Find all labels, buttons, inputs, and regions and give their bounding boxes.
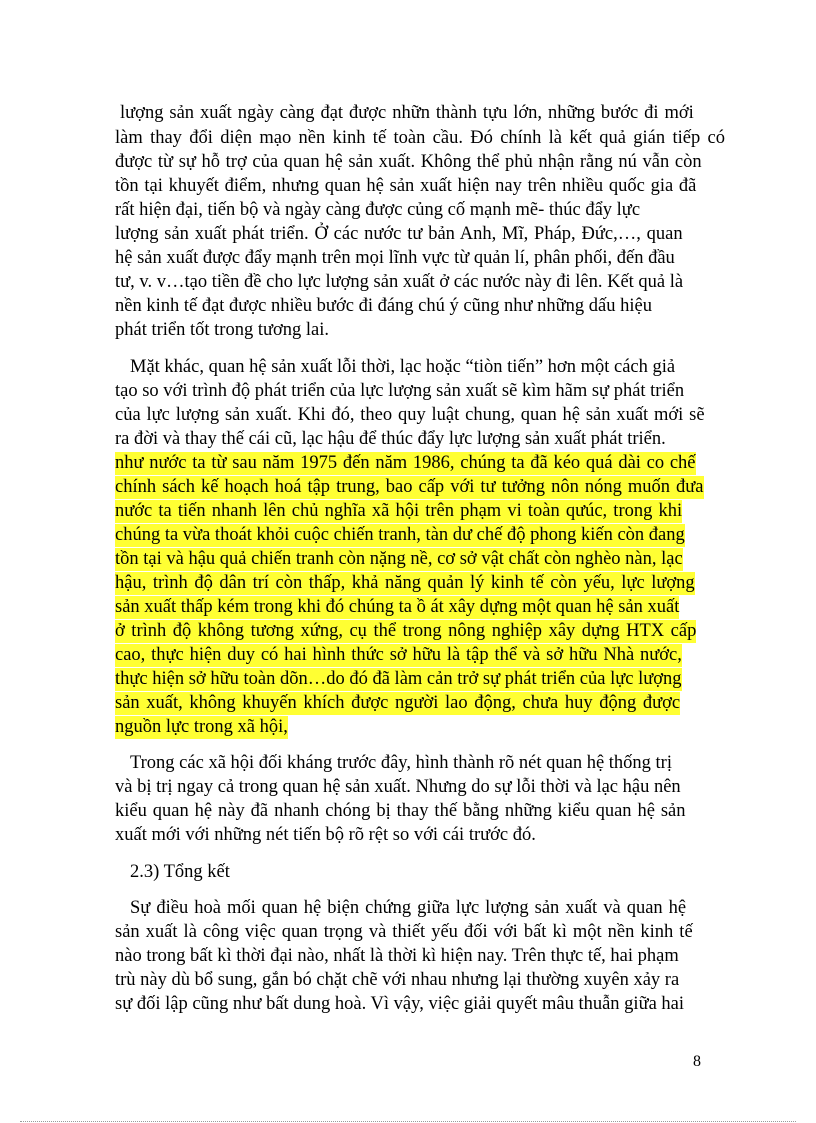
text-line: Trong các xã hội đối kháng trước đây, hình thành rõ nét quan hệ thống trị <box>130 753 672 773</box>
text-line: tư, v. v…tạo tiền đề cho lực lượng sản xuất ở các nước này đi lên. Kết quả là <box>115 272 684 292</box>
text-line: ra đời và thay thế cái cũ, lạc hậu để thúc đẩy lực lượng sản xuất phát triển. <box>115 429 666 449</box>
highlighted-text-line: như nước ta từ sau năm 1975 đến năm 1986, chúng ta đã kéo quá dài co chế <box>115 453 696 473</box>
highlighted-text-line: sản xuất thấp kém trong khi đó chúng ta ồ át xây dựng một quan hệ sản xuất <box>115 597 680 617</box>
text-line: sản xuất là công việc quan trọng và thiết yếu đối với bất kì một nền kinh tế <box>115 922 693 942</box>
text-line: Mặt khác, quan hệ sản xuất lỗi thời, lạc hoặc “tiòn tiến” hơn một cách giả <box>130 357 676 377</box>
highlighted-text-line: hậu, trình độ dân trí còn thấp, khả năng quản lý kinh tế còn yếu, lực lượng <box>115 573 695 593</box>
text-line: rất hiện đại, tiến bộ và ngày càng được củng cố mạnh mẽ- thúc đẩy lực <box>115 200 641 220</box>
text-line: kiểu quan hệ này đã nhanh chóng bị thay thế bằng những kiểu quan hệ sản <box>115 801 686 821</box>
highlighted-text-line: chúng ta vừa thoát khỏi cuộc chiến tranh, tàn dư chế độ phong kiến còn đang <box>115 525 685 545</box>
text-line: làm thay đổi diện mạo nền kinh tế toàn cầu. Đó chính là kết quả gián tiếp có <box>115 128 725 148</box>
highlighted-text-line: nguồn lực trong xã hội, <box>115 717 288 737</box>
text-line: và bị trị ngay cả trong quan hệ sản xuất. Nhưng do sự lỗi thời và lạc hậu nên <box>115 777 681 797</box>
text-line: được từ sự hỗ trợ của quan hệ sản xuất. Không thể phủ nhận rằng nú vẫn còn <box>115 152 702 172</box>
text-line: của lực lượng sản xuất. Khi đó, theo quy luật chung, quan hệ sản xuất mới sẽ <box>115 405 705 425</box>
highlighted-text-line: sản xuất, không khuyến khích được người lao động, chưa huy động được <box>115 693 681 713</box>
text-line: lượng sản xuất phát triển. Ở các nước tư bản Anh, Mĩ, Pháp, Đức,…, quan <box>115 224 683 244</box>
highlighted-text-line: thực hiện sở hữu toàn dõn…do đó đã làm cản trở sự phát triển của lực lượng <box>115 669 682 689</box>
text-line: Sự điều hoà mối quan hệ biện chứng giữa lực lượng sản xuất và quan hệ <box>130 898 687 918</box>
text-line: lượng sản xuất ngày càng đạt được nhữn thành tựu lớn, những bước đi mới <box>120 103 694 123</box>
highlighted-text-line: ở trình độ không tương xứng, cụ thể trong nông nghiệp xây dựng HTX cấp <box>115 621 697 641</box>
highlighted-text-line: nước ta tiến nhanh lên chủ nghĩa xã hội trên phạm vi toàn qưúc, trong khi <box>115 501 683 521</box>
text-line: phát triển tốt trong tương lai. <box>115 320 330 340</box>
highlighted-text-line: tồn tại và hậu quả chiến tranh còn nặng nề, cơ sở vật chất còn nghèo nàn, lạc <box>115 549 683 569</box>
text-line: tạo so với trình độ phát triển của lực lượng sản xuất sẽ kìm hãm sự phát triển <box>115 381 685 401</box>
section-heading: 2.3) Tổng kết <box>130 862 230 882</box>
highlighted-text-line: chính sách kế hoạch hoá tập trung, bao cấp với tư tưởng nôn nóng muốn đưa <box>115 477 704 497</box>
text-line: nền kinh tế đạt được nhiều bước đi đáng chú ý cũng như những dấu hiệu <box>115 296 652 316</box>
text-line: trù này dù bổ sung, gắn bó chặt chẽ với nhau nhưng lại thường xuyên xảy ra <box>115 970 680 990</box>
text-line: tồn tại khuyết điểm, nhưng quan hệ sản xuất hiện nay trên nhiều quốc gia đã <box>115 176 697 196</box>
text-line: sự đối lập cũng như bất dung hoà. Vì vậy, việc giải quyết mâu thuẫn giữa hai <box>115 994 685 1014</box>
page-bottom-border <box>20 1121 796 1122</box>
highlighted-text-line: cao, thực hiện duy có hai hình thức sở hữu là tập thể và sở hữu Nhà nước, <box>115 645 682 665</box>
text-line: xuất mới với những nét tiến bộ rõ rệt so với cái trước đó. <box>115 825 536 845</box>
text-line: nào trong bất kì thời đại nào, nhất là thời kì hiện nay. Trên thực tế, hai phạm <box>115 946 679 966</box>
text-line: hệ sản xuất được đẩy mạnh trên mọi lĩnh vực từ quản lí, phân phối, đến đầu <box>115 248 675 268</box>
page-number: 8 <box>693 1053 701 1070</box>
